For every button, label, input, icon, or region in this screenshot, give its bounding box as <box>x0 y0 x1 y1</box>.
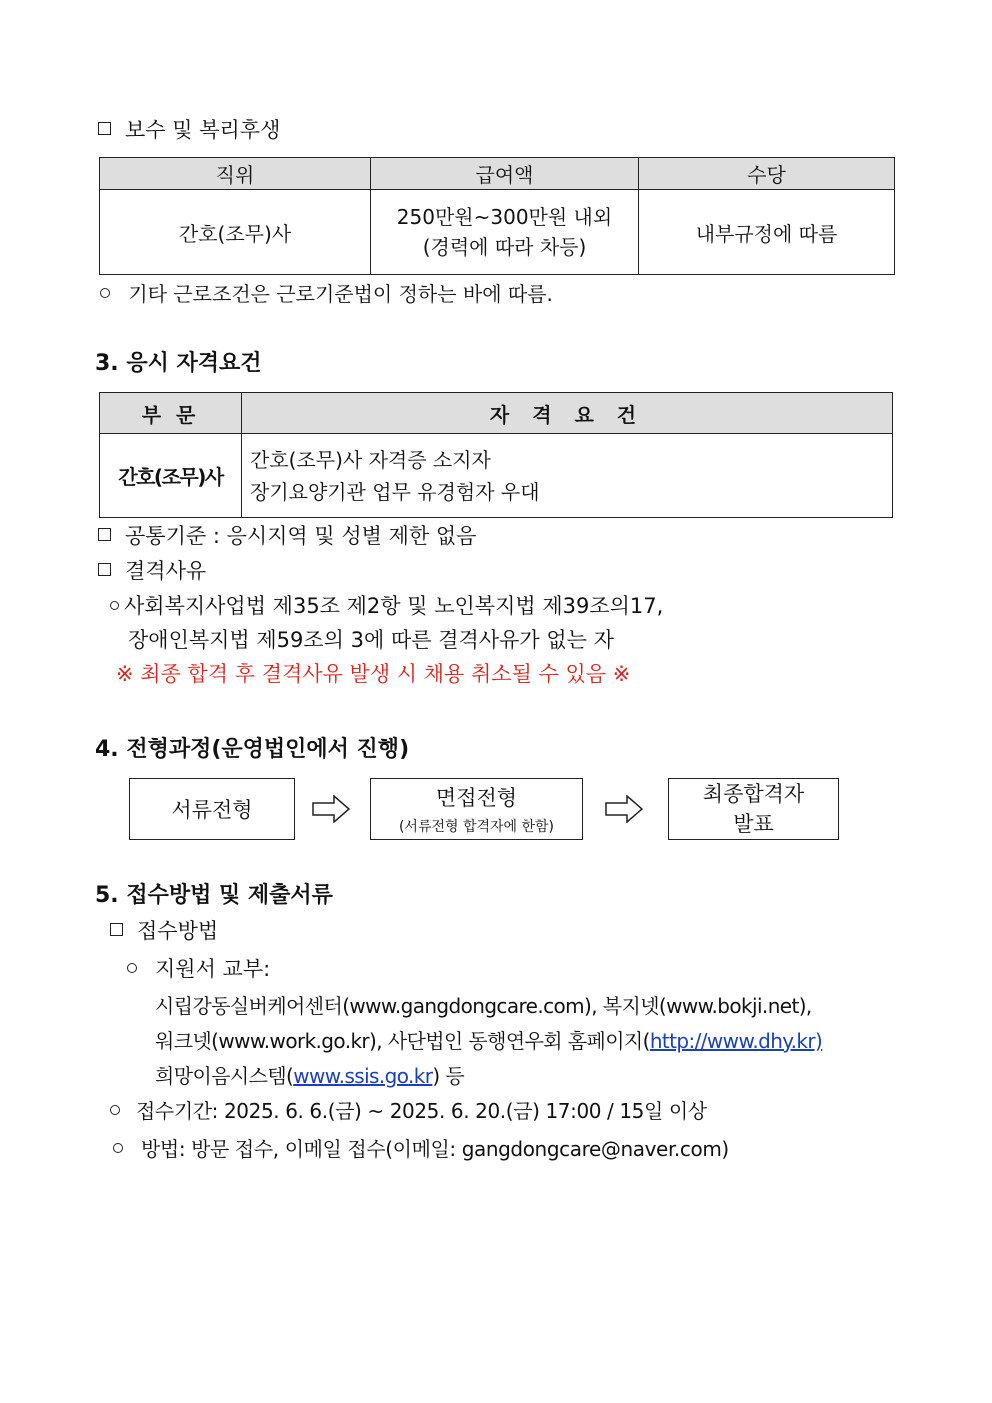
salary-header-allowance: 수당 <box>639 158 895 190</box>
arrow-right-icon <box>605 795 643 823</box>
section4-title: 4. 전형과정(운영법인에서 진행) <box>95 737 410 762</box>
arrow-right-icon <box>312 795 350 823</box>
disqualification-title: 결격사유 <box>98 555 206 585</box>
salary-cell-allowance: 내부규정에 따름 <box>639 190 895 275</box>
application-period: 접수기간: 2025. 6. 6.(금) ~ 2025. 6. 20.(금) 17:00 / 15일 이상 <box>110 1095 707 1124</box>
application-sites-line3: 희망이음시스템(www.ssis.go.kr) 등 <box>155 1064 465 1088</box>
circle-bullet-icon <box>110 1105 120 1115</box>
qual-header-req: 자 격 요 건 <box>242 393 893 434</box>
qual-cell-req: 간호(조무)사 자격증 소지자 장기요양기관 업무 유경험자 우대 <box>242 434 893 518</box>
circle-bullet-icon <box>110 601 119 610</box>
disqualification-line1: 사회복지사업법 제35조 제2항 및 노인복지법 제39조의17, <box>110 590 663 620</box>
section3-title: 3. 응시 자격요건 <box>95 351 262 376</box>
application-form-label: 지원서 교부: <box>127 953 270 983</box>
salary-header-pay: 급여액 <box>371 158 639 190</box>
square-bullet-icon <box>98 528 111 541</box>
step-interview: 면접전형 (서류전형 합격자에 한함) <box>370 778 583 840</box>
method-title: 접수방법 <box>110 915 218 945</box>
salary-title: 보수 및 복리후생 <box>98 114 280 144</box>
square-bullet-icon <box>98 122 111 135</box>
application-how: 방법: 방문 접수, 이메일 접수(이메일: gangdongcare@naver.com) <box>113 1133 729 1162</box>
application-sites-line2: 워크넷(www.work.go.kr), 사단법인 동행연우회 홈페이지(http://www.dhy.kr) <box>155 1029 823 1053</box>
salary-cell-pay: 250만원~300만원 내외 (경력에 따라 차등) <box>371 190 639 275</box>
square-bullet-icon <box>98 563 111 576</box>
salary-table <box>99 157 895 275</box>
qual-header-dept: 부 문 <box>100 393 242 434</box>
circle-bullet-icon <box>100 288 110 298</box>
dhy-homepage-link[interactable]: http://www.dhy.kr) <box>649 1029 823 1053</box>
application-sites-line1: 시립강동실버케어센터(www.gangdongcare.com), 복지넷(www.bokji.net), <box>155 994 812 1018</box>
ssis-link[interactable]: www.ssis.go.kr <box>293 1064 433 1088</box>
step-document-screening: 서류전형 <box>129 778 295 840</box>
section5-title: 5. 접수방법 및 제출서류 <box>95 883 333 908</box>
disqualification-line2: 장애인복지법 제59조의 3에 따른 결격사유가 없는 자 <box>128 628 614 652</box>
circle-bullet-icon <box>113 1143 123 1153</box>
qual-cell-dept: 간호(조무)사 <box>100 434 242 518</box>
common-criteria: 공통기준 : 응시지역 및 성별 제한 없음 <box>98 520 476 550</box>
qualification-table <box>99 392 893 518</box>
salary-cell-position: 간호(조무)사 <box>100 190 371 275</box>
salary-note: 기타 근로조건은 근로기준법이 정하는 바에 따름. <box>100 278 553 307</box>
circle-bullet-icon <box>127 963 137 973</box>
step-final-announcement: 최종합격자 발표 <box>668 778 839 840</box>
warning-note: ※ 최종 합격 후 결격사유 발생 시 채용 취소될 수 있음 ※ <box>116 662 631 686</box>
salary-header-position: 직위 <box>100 158 371 190</box>
square-bullet-icon <box>110 923 123 936</box>
